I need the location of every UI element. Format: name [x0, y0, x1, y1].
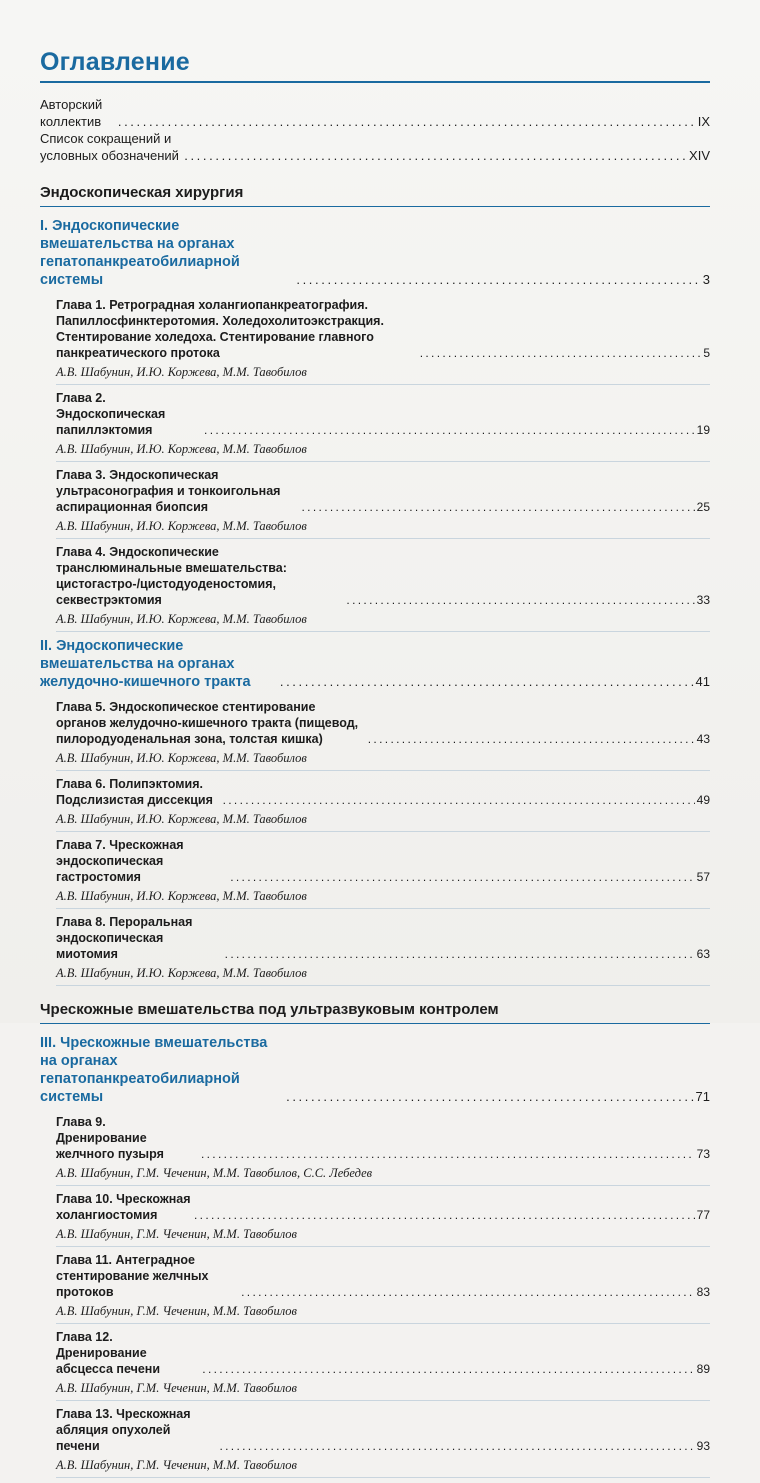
- chapter-title: Глава 2. Эндоскопическая папиллэктомия: [56, 391, 166, 437]
- chapter-entry[interactable]: [56, 1252, 710, 1324]
- chapter-authors: А.В. Шабунин, Г.М. Чеченин, М.М. Тавобилов, С.С. Лебедев: [56, 1166, 373, 1180]
- chapter-authors: А.В. Шабунин, И.Ю. Коржева, М.М. Тавобилов: [56, 966, 307, 980]
- chapter-heading: [56, 544, 710, 608]
- chapter-page: 43: [696, 732, 710, 746]
- leader-dots: [204, 422, 695, 438]
- page-title: Оглавление: [40, 48, 710, 83]
- chapter-entry[interactable]: [56, 544, 710, 632]
- chapter-title: Глава 5. Эндоскопическое стентирование органов желудочно-кишечного тракта (пищевод, пилородуоденальная зона, толстая кишка): [56, 700, 359, 746]
- leader-dots: [280, 673, 694, 691]
- chapter-entry[interactable]: [56, 1406, 710, 1478]
- toc-entry-label: Список сокращений и условных обозначений: [40, 131, 179, 163]
- chapter-heading: [56, 467, 710, 515]
- chapter-entry[interactable]: [56, 837, 710, 909]
- chapter-title: Глава 8. Пероральная эндоскопическая миотомия: [56, 915, 193, 961]
- leader-dots: [241, 1284, 695, 1300]
- toc-entry-page: IX: [697, 114, 710, 129]
- chapter-authors: А.В. Шабунин, И.Ю. Коржева, М.М. Тавобилов: [56, 519, 307, 533]
- chapter-authors: А.В. Шабунин, И.Ю. Коржева, М.М. Тавобилов: [56, 751, 307, 765]
- leader-dots: [420, 345, 702, 361]
- chapter-heading: [56, 837, 710, 885]
- section-title: II. Эндоскопические вмешательства на органах желудочно-кишечного тракта: [40, 638, 251, 690]
- chapter-page: 93: [696, 1439, 710, 1453]
- chapter-heading: [56, 1329, 710, 1377]
- chapter-page: 89: [696, 1362, 710, 1376]
- leader-dots: [225, 946, 695, 962]
- toc-entry-abbreviations[interactable]: [40, 130, 710, 164]
- section-heading[interactable]: [40, 217, 710, 289]
- chapter-heading: [56, 297, 710, 361]
- chapter-authors: А.В. Шабунин, И.Ю. Коржева, М.М. Тавобилов: [56, 612, 307, 626]
- toc: [40, 48, 710, 1483]
- chapter-title: Глава 10. Чрескожная холангиостомия: [56, 1192, 191, 1222]
- front-matter-list: [40, 96, 710, 164]
- section-page: 71: [695, 1089, 710, 1104]
- leader-dots: [118, 113, 696, 130]
- chapter-title: Глава 13. Чрескожная абляция опухолей печени: [56, 1407, 191, 1453]
- chapter-heading: [56, 1252, 710, 1300]
- chapter-title: Глава 1. Ретроградная холангиопанкреатография. Папиллосфинктеротомия. Холедохолитоэкстракция. Стентирование холедоха. Стентирование главного панкреатического протока: [56, 298, 384, 360]
- chapter-title: Глава 4. Эндоскопические транслюминальные вмешательства: цистогастро-/цистодуоденостомия, секвестрэктомия: [56, 545, 287, 607]
- chapter-page: 57: [696, 870, 710, 884]
- section-title: I. Эндоскопические вмешательства на органах гепатопанкреатобилиарной системы: [40, 218, 240, 288]
- chapter-page: 83: [696, 1285, 710, 1299]
- chapter-title: Глава 9. Дренирование желчного пузыря: [56, 1115, 164, 1161]
- chapter-page: 73: [696, 1147, 710, 1161]
- section-page: 41: [695, 674, 710, 689]
- toc-entry-page: XIV: [689, 148, 710, 163]
- leader-dots: [368, 731, 695, 747]
- chapter-heading: [56, 1406, 710, 1454]
- toc-entry-authors[interactable]: [40, 96, 710, 130]
- leader-dots: [230, 869, 694, 885]
- chapter-entry[interactable]: [56, 467, 710, 539]
- chapter-authors: А.В. Шабунин, И.Ю. Коржева, М.М. Тавобилов: [56, 365, 307, 379]
- chapter-page: 49: [696, 793, 710, 807]
- chapter-entry[interactable]: [56, 297, 710, 385]
- chapter-authors: А.В. Шабунин, И.Ю. Коржева, М.М. Тавобилов: [56, 889, 307, 903]
- chapter-heading: [56, 914, 710, 962]
- chapter-authors: А.В. Шабунин, И.Ю. Коржева, М.М. Тавобилов: [56, 442, 307, 456]
- leader-dots: [201, 1146, 695, 1162]
- chapter-title: Глава 11. Антеградное стентирование желчных протоков: [56, 1253, 209, 1299]
- leader-dots: [223, 792, 695, 808]
- chapter-page: 19: [696, 423, 710, 437]
- chapter-authors: А.В. Шабунин, Г.М. Чеченин, М.М. Тавобилов: [56, 1458, 297, 1472]
- leader-dots: [346, 592, 694, 608]
- section-heading[interactable]: [40, 1034, 710, 1106]
- chapter-title: Глава 12. Дренирование абсцесса печени: [56, 1330, 161, 1376]
- chapter-page: 33: [696, 593, 710, 607]
- chapter-heading: [56, 699, 710, 747]
- chapter-entry[interactable]: [56, 1191, 710, 1247]
- leader-dots: [286, 1088, 693, 1106]
- section-title: III. Чрескожные вмешательства на органах гепатопанкреатобилиарной системы: [40, 1035, 268, 1105]
- chapter-authors: А.В. Шабунин, Г.М. Чеченин, М.М. Тавобилов: [56, 1227, 297, 1241]
- section-page: 3: [702, 272, 710, 287]
- toc-entry-label: Авторский коллектив: [40, 97, 103, 129]
- chapter-page: 25: [696, 500, 710, 514]
- section-heading[interactable]: [40, 637, 710, 691]
- chapter-entry[interactable]: [56, 776, 710, 832]
- chapter-entry[interactable]: [56, 914, 710, 986]
- chapter-authors: А.В. Шабунин, Г.М. Чеченин, М.М. Тавобилов: [56, 1304, 297, 1318]
- chapter-page: 77: [696, 1208, 710, 1222]
- part-heading: Эндоскопическая хирургия: [40, 184, 710, 207]
- chapter-heading: [56, 1114, 710, 1162]
- leader-dots: [184, 147, 687, 164]
- chapter-entry[interactable]: [56, 699, 710, 771]
- chapter-title: Глава 3. Эндоскопическая ультрасонография и тонкоигольная аспирационная биопсия: [56, 468, 281, 514]
- leader-dots: [296, 271, 700, 289]
- chapter-title: Глава 6. Полипэктомия. Подслизистая диссекция: [56, 777, 213, 807]
- chapter-entry[interactable]: [56, 390, 710, 462]
- chapter-page: 5: [703, 346, 710, 360]
- chapter-authors: А.В. Шабунин, Г.М. Чеченин, М.М. Тавобилов: [56, 1381, 297, 1395]
- leader-dots: [194, 1207, 695, 1223]
- chapter-entry[interactable]: [56, 1114, 710, 1186]
- chapter-heading: [56, 776, 710, 808]
- spacer: [40, 991, 710, 1001]
- chapter-heading: [56, 390, 710, 438]
- chapter-entry[interactable]: [56, 1329, 710, 1401]
- leader-dots: [219, 1438, 694, 1454]
- chapter-authors: А.В. Шабунин, И.Ю. Коржева, М.М. Тавобилов: [56, 812, 307, 826]
- leader-dots: [302, 499, 695, 515]
- chapter-heading: [56, 1191, 710, 1223]
- part-heading: Чрескожные вмешательства под ультразвуковым контролем: [40, 1001, 710, 1024]
- chapter-title: Глава 7. Чрескожная эндоскопическая гастростомия: [56, 838, 184, 884]
- chapter-page: 63: [696, 947, 710, 961]
- leader-dots: [202, 1361, 694, 1377]
